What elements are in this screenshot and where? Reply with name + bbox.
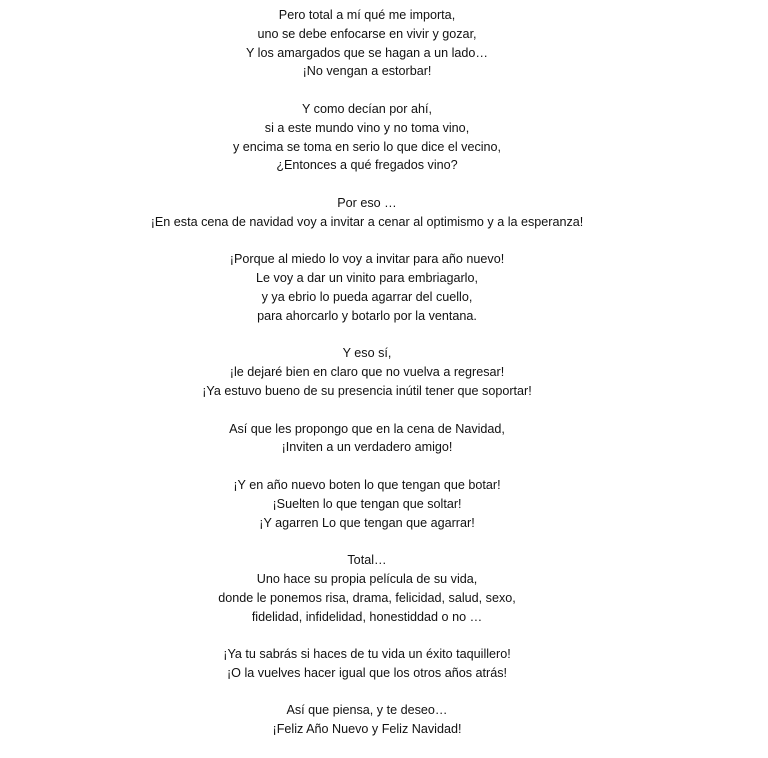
poem-line: Y eso sí, bbox=[342, 346, 392, 361]
poem-line: Así que les propongo que en la cena de Navidad, bbox=[229, 421, 505, 436]
poem-line: Y los amargados que se hagan a un lado… bbox=[245, 45, 489, 60]
poem-line: Uno hace su propia película de su vida, bbox=[256, 571, 478, 586]
poem-line: para ahorcarlo y botarlo por la ventana. bbox=[257, 308, 477, 323]
stanza bbox=[0, 551, 734, 626]
poem-line: ¡Ya tu sabrás si haces de tu vida un éxito taquillero! bbox=[223, 647, 511, 662]
stanza bbox=[0, 6, 734, 81]
poem-line: ¡Feliz Año Nuevo y Feliz Navidad! bbox=[272, 722, 462, 737]
stanza bbox=[0, 476, 734, 532]
poem-line: Por eso … bbox=[337, 195, 397, 210]
poem-line: Le voy a dar un vinito para embriagarlo, bbox=[256, 271, 478, 286]
stanza bbox=[0, 645, 734, 683]
poem-line: ¡Suelten lo que tengan que soltar! bbox=[272, 496, 462, 511]
poem-text bbox=[0, 6, 734, 758]
stanza bbox=[0, 100, 734, 175]
poem-line: ¡le dejaré bien en claro que no vuelva a regresar! bbox=[229, 365, 505, 380]
stanza bbox=[0, 250, 734, 325]
stanza bbox=[0, 701, 734, 739]
poem-line: Total… bbox=[347, 553, 387, 568]
poem-line: donde le ponemos risa, drama, felicidad, salud, sexo, bbox=[218, 590, 516, 605]
poem-line: ¡Porque al miedo lo voy a invitar para año nuevo! bbox=[229, 252, 505, 267]
poem-line: ¡No vengan a estorbar! bbox=[302, 64, 432, 79]
poem-line: ¡Y en año nuevo boten lo que tengan que botar! bbox=[233, 477, 501, 492]
poem-line: ¡O la vuelves hacer igual que los otros años atrás! bbox=[226, 665, 507, 680]
poem-line: si a este mundo vino y no toma vino, bbox=[264, 120, 470, 135]
poem-line: ¡Ya estuvo bueno de su presencia inútil tener que soportar! bbox=[202, 383, 532, 398]
poem-line: Y como decían por ahí, bbox=[302, 101, 432, 116]
poem-line: fidelidad, infidelidad, honestiddad o no … bbox=[251, 609, 483, 624]
poem-line: y encima se toma en serio lo que dice el vecino, bbox=[232, 139, 502, 154]
poem-line: ¡Inviten a un verdadero amigo! bbox=[281, 440, 453, 455]
poem-line: Así que piensa, y te deseo… bbox=[286, 703, 448, 718]
poem-line: Pero total a mí qué me importa, bbox=[278, 8, 456, 22]
poem-line: ¡En esta cena de navidad voy a invitar a cenar al optimismo y a la esperanza! bbox=[150, 214, 584, 229]
poem-line: y ya ebrio lo pueda agarrar del cuello, bbox=[261, 289, 473, 304]
stanza bbox=[0, 344, 734, 400]
poem-line: uno se debe enfocarse en vivir y gozar, bbox=[257, 26, 477, 41]
stanza bbox=[0, 194, 734, 232]
poem-line: ¡Y agarren Lo que tengan que agarrar! bbox=[259, 515, 475, 530]
stanza bbox=[0, 420, 734, 458]
poem-line: ¿Entonces a qué fregados vino? bbox=[276, 158, 458, 173]
